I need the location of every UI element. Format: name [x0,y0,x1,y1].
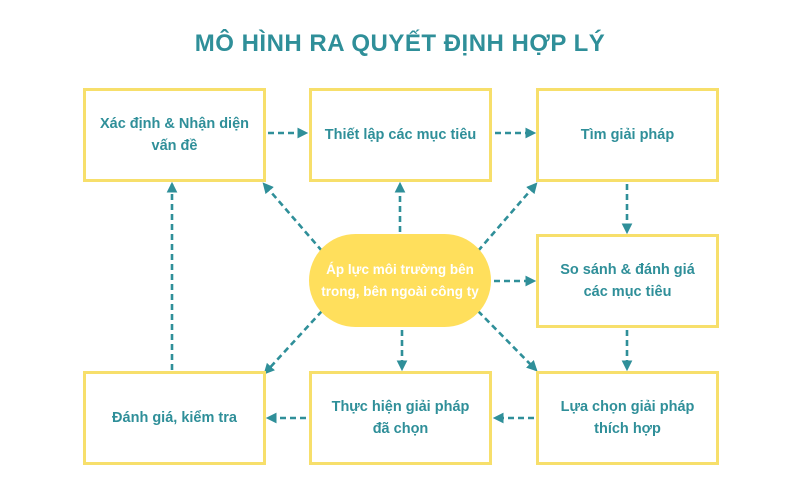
node-select-solution [536,371,719,465]
arrow-center-to-solutions [478,184,536,251]
node-implement-solution-label: Thực hiện giải pháp đã chọn [331,398,470,437]
node-set-goals [309,88,492,182]
node-identify-problem [83,88,266,182]
node-select-solution-label: Lựa chọn giải pháp thích hợp [560,398,695,437]
arrow-center-to-identify [264,184,322,251]
node-find-solutions-label: Tìm giải pháp [580,126,675,143]
center-node-label: Áp lực môi trường bên trong, bên ngoài công ty [321,261,479,299]
node-set-goals-label: Thiết lập các mục tiêu [324,126,477,143]
node-find-solutions [536,88,719,182]
node-implement-solution [309,371,492,465]
arrow-center-to-evaluate [265,311,322,373]
node-compare-evaluate [536,234,719,328]
node-compare-evaluate-label: So sánh & đánh giá các mục tiêu [560,261,695,300]
node-evaluate-check [83,371,266,465]
center-node-environment-pressure [309,234,491,327]
node-evaluate-check-label: Đánh giá, kiểm tra [112,409,237,426]
node-identify-problem-label: Xác định & Nhận diện vấn đề [99,115,250,154]
diagram-title: MÔ HÌNH RA QUYẾT ĐỊNH HỢP LÝ [194,30,606,57]
arrow-center-to-select [478,311,536,370]
